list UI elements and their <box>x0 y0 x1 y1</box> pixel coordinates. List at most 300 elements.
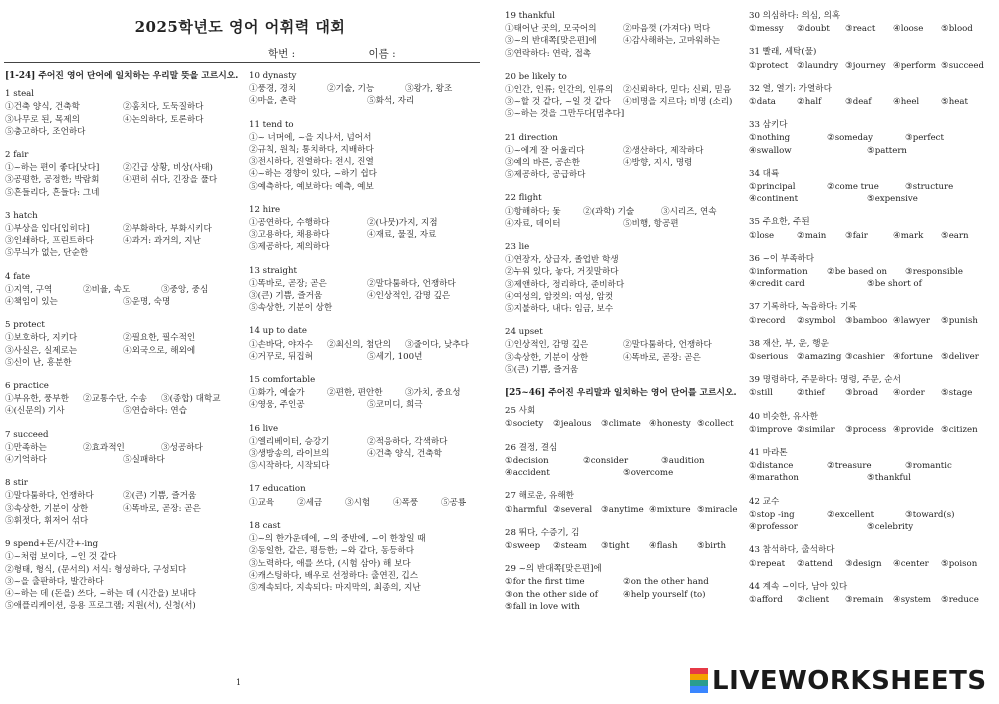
answer-option[interactable]: ②half <box>797 97 822 108</box>
answer-option[interactable]: ③cashier <box>845 352 885 363</box>
answer-option[interactable]: ①~하는 편이 좋다[낫다] <box>5 163 100 174</box>
question-heading: 9 spend+돈/시간+-ing <box>5 539 99 550</box>
answer-option[interactable]: ③노력하다, 애를 쓰다, (시험 삼아) 해 보다 <box>249 558 411 569</box>
option-row <box>249 302 489 314</box>
answer-option[interactable]: ①lose <box>749 230 775 241</box>
answer-option[interactable]: ④외국으로, 해외에 <box>123 345 196 356</box>
answer-option[interactable]: ①화가, 예술가 <box>249 388 305 399</box>
answer-option[interactable]: ③audition <box>661 455 705 466</box>
question-heading: 10 dynasty <box>249 71 297 81</box>
answer-option[interactable]: ②편한, 편안한 <box>327 388 383 399</box>
answer-option[interactable]: ②누워 있다, 놓다, 거짓말하다 <box>505 267 619 278</box>
option-row <box>505 157 743 169</box>
answer-option[interactable]: ④accident <box>505 468 550 479</box>
answer-option[interactable]: ⑤overcome <box>623 468 674 479</box>
answer-option[interactable]: ⑤시작하다, 시작되다 <box>249 461 330 472</box>
answer-option[interactable]: ④flash <box>649 540 678 551</box>
answer-option[interactable]: ④캐스팅하다, 배우로 선정하다: 출연진, 깁스 <box>249 570 419 581</box>
question <box>505 192 743 230</box>
question <box>5 271 243 309</box>
answer-option[interactable]: ②attend <box>797 558 833 569</box>
answer-option[interactable]: ②말다툼하다, 언쟁하다 <box>367 278 456 289</box>
answer-option[interactable]: ⑤reduce <box>941 594 979 605</box>
answer-option[interactable]: ②필요한, 필수적인 <box>123 333 196 344</box>
answer-option[interactable]: ③react <box>845 24 876 35</box>
answer-option[interactable]: ①~에게 잘 어울리다 <box>505 145 585 156</box>
answer-option[interactable]: ⑤miracle <box>697 504 738 515</box>
answer-option[interactable]: ③remain <box>845 594 884 605</box>
answer-option[interactable]: ⑤celebrity <box>867 522 914 533</box>
answer-option[interactable]: ⑤충고하다, 조언하다 <box>5 126 86 137</box>
option-row <box>249 582 489 594</box>
answer-option[interactable]: ④center <box>893 558 929 569</box>
answer-option[interactable]: ④폭풍 <box>393 497 419 508</box>
answer-option[interactable]: ③tight <box>601 540 630 551</box>
question-heading: 37 기록하다, 녹음하다: 기록 <box>749 302 857 313</box>
answer-option[interactable]: ①protect <box>749 60 789 71</box>
answer-option[interactable]: ④continent <box>749 194 799 205</box>
question-heading: 36 ~이 부족하다 <box>749 253 815 264</box>
answer-option[interactable]: ⑤운명, 숙명 <box>123 297 171 308</box>
answer-option[interactable]: ③시험 <box>345 497 371 508</box>
option-row <box>749 424 997 436</box>
answer-option[interactable]: ②jealous <box>553 419 592 430</box>
option-row <box>505 589 743 601</box>
answer-option[interactable]: ③broad <box>845 388 879 399</box>
answer-option[interactable]: ①still <box>749 388 773 399</box>
question <box>749 544 997 569</box>
answer-option[interactable]: ④거꾸로, 뒤집혀 <box>249 351 313 362</box>
option-row <box>5 551 243 563</box>
answer-option[interactable]: ⑤(큰) 기쁨, 즐거움 <box>505 364 579 375</box>
answer-option[interactable]: ⑤be short of <box>867 279 922 290</box>
answer-option[interactable]: ⑤blood <box>941 24 973 35</box>
question-heading: 39 명령하다, 주문하다: 명령, 주문, 순서 <box>749 375 901 386</box>
answer-option[interactable]: ③climate <box>601 419 641 430</box>
answer-option[interactable]: ④(신문의) 기사 <box>5 406 65 417</box>
answer-option[interactable]: ①똑바로, 곧장; 곧은 <box>249 278 327 289</box>
answer-option[interactable]: ②steam <box>553 540 587 551</box>
answer-option[interactable]: ④건축 양식, 건축학 <box>367 449 442 460</box>
answer-option[interactable]: ⑤화석, 자리 <box>367 96 415 107</box>
question <box>5 538 243 612</box>
answer-option[interactable]: ⑤citizen <box>941 424 978 435</box>
answer-option[interactable]: ③deaf <box>845 97 872 108</box>
question-heading: 30 의심하다: 의심, 의혹 <box>749 11 841 21</box>
option-row <box>5 588 243 600</box>
answer-option[interactable]: ④system <box>893 594 932 605</box>
answer-option[interactable]: ⑤punish <box>941 315 978 326</box>
answer-option[interactable]: ③사실은, 실제로는 <box>5 345 78 356</box>
answer-option[interactable]: ①serious <box>749 352 789 363</box>
answer-option[interactable]: ①for the first time <box>505 577 585 588</box>
answer-option[interactable]: ④loose <box>893 24 924 35</box>
answer-option[interactable]: ②적응하다, 각색하다 <box>367 436 448 447</box>
answer-option[interactable]: ①항해하다; 돛 <box>505 206 561 217</box>
question <box>505 326 743 376</box>
answer-option[interactable]: ②비율, 속도 <box>83 284 131 295</box>
answer-option[interactable]: ④방향, 지시, 명령 <box>623 158 693 169</box>
answer-option[interactable]: ①decision <box>505 455 549 466</box>
answer-option[interactable]: ②be based on <box>827 267 888 278</box>
answer-option[interactable]: ①information <box>749 267 808 278</box>
answer-option[interactable]: ④자료, 데이터 <box>505 218 561 229</box>
answer-option[interactable]: ②client <box>797 594 830 605</box>
answer-option[interactable]: ②신뢰하다, 믿다; 신뢰, 믿음 <box>623 85 732 96</box>
question <box>5 380 243 418</box>
answer-option[interactable]: ③toward(s) <box>905 509 955 520</box>
answer-option[interactable]: ②someday <box>827 133 874 144</box>
answer-option[interactable]: ①messy <box>749 24 784 35</box>
answer-option[interactable]: ⑤계속되다, 지속되다: 마지막의, 최종의, 지난 <box>249 582 421 593</box>
answer-option[interactable]: ①principal <box>749 182 796 193</box>
answer-option[interactable]: ④heel <box>893 97 920 108</box>
question-heading: 17 education <box>249 484 306 495</box>
answer-option[interactable]: ③fair <box>845 230 868 241</box>
answer-option[interactable]: ③journey <box>845 60 886 71</box>
answer-option[interactable]: ④swallow <box>749 145 792 156</box>
option-row <box>505 84 743 96</box>
question-heading: 6 practice <box>5 381 49 392</box>
question-heading: 31 빨래, 세탁(물) <box>749 47 817 58</box>
option-row <box>505 364 743 376</box>
option-row <box>749 315 997 327</box>
answer-option[interactable]: ③왕가, 왕조 <box>405 84 453 95</box>
answer-option[interactable]: ⑤연습하다: 연습 <box>123 406 188 417</box>
option-row <box>249 144 489 156</box>
question <box>5 477 243 527</box>
answer-option[interactable]: ③중앙, 중심 <box>161 284 209 295</box>
answer-option[interactable]: ③structure <box>905 182 954 193</box>
answer-option[interactable]: ①지역, 구역 <box>5 284 53 295</box>
answer-option[interactable]: ⑤속상한, 기분이 상한 <box>249 303 333 314</box>
option-row <box>5 564 243 576</box>
answer-option[interactable]: ③예의 바른, 공손한 <box>505 158 580 169</box>
answer-option[interactable]: ⑤pattern <box>867 145 907 156</box>
question-heading: 27 해로운, 유해한 <box>505 491 574 502</box>
answer-option[interactable]: ⑤신이 난, 흥분한 <box>5 357 72 368</box>
question <box>5 319 243 369</box>
answer-option[interactable]: ③공평한, 공정한; 박람회 <box>5 175 100 186</box>
option-row <box>5 223 243 235</box>
option-row <box>749 558 997 570</box>
answer-option[interactable]: ②amazing <box>797 352 842 363</box>
answer-option[interactable]: ④똑바로, 곧장: 곧은 <box>123 503 201 514</box>
answer-option[interactable]: ⑤무늬가 없는, 단순한 <box>5 248 89 259</box>
question <box>5 429 243 467</box>
answer-option[interactable]: ④기억하다 <box>5 455 47 466</box>
answer-option[interactable]: ②excellent <box>827 509 875 520</box>
answer-option[interactable]: ④재료, 물질, 자료 <box>367 230 437 241</box>
answer-option[interactable]: ④marathon <box>749 473 799 484</box>
question <box>505 563 743 613</box>
answer-option[interactable]: ①부상을 입다[입히다] <box>5 224 90 235</box>
answer-option[interactable]: ⑤earn <box>941 230 969 241</box>
answer-option[interactable]: ②thief <box>797 388 825 399</box>
answer-option[interactable]: ③성공하다 <box>161 442 203 453</box>
answer-option[interactable]: ⑤코미디, 희극 <box>367 400 423 411</box>
question-heading: 43 참석하다, 출석하다 <box>749 545 835 556</box>
question <box>249 119 489 193</box>
option-row <box>505 169 743 181</box>
answer-option[interactable]: ④provide <box>893 424 934 435</box>
answer-option[interactable]: ③시리즈, 연속 <box>661 206 717 217</box>
answer-option[interactable]: ②(나뭇)가지, 지점 <box>367 218 438 229</box>
answer-option[interactable]: ①improve <box>749 424 793 435</box>
answer-option[interactable]: ⑤지불하다, 내다: 임금, 보수 <box>505 304 614 315</box>
answer-option[interactable]: ②형태, 형식, (문서의) 서식: 형성하다, 구성되다 <box>5 564 187 575</box>
answer-option[interactable]: ④똑바로, 곧장: 곧은 <box>623 352 701 363</box>
answer-option[interactable]: ②부화하다, 부화시키다 <box>123 224 212 235</box>
answer-option[interactable]: ④fortune <box>893 352 933 363</box>
question-heading: 7 succeed <box>5 429 49 440</box>
answer-option[interactable]: ①society <box>505 419 544 430</box>
option-row <box>749 509 997 521</box>
answer-option[interactable]: ①repeat <box>749 558 786 569</box>
question <box>749 447 997 485</box>
option-row <box>5 576 243 588</box>
answer-option[interactable]: ④비명을 지르다; 비명 (소리) <box>623 97 733 108</box>
answer-option[interactable]: ⑤제공하다, 제의하다 <box>249 242 330 253</box>
answer-option[interactable]: ④order <box>893 388 925 399</box>
option-row <box>5 332 243 344</box>
answer-option[interactable]: ①record <box>749 315 786 326</box>
answer-option[interactable]: ①말다툼하다, 언쟁하다 <box>5 491 94 502</box>
answer-option[interactable]: ③~을 출판하다, 발간하다 <box>5 576 104 587</box>
answer-option[interactable]: ②main <box>797 230 827 241</box>
answer-option[interactable]: ②treasure <box>827 461 872 472</box>
answer-option[interactable]: ①sweep <box>505 540 541 551</box>
answer-option[interactable]: ⑤succeed <box>941 60 984 71</box>
option-row <box>505 352 743 364</box>
answer-option[interactable]: ④감사해하는, 고마워하는 <box>623 36 721 47</box>
answer-option[interactable]: ①손바닥, 야자수 <box>249 339 313 350</box>
column-4 <box>749 10 997 617</box>
answer-option[interactable]: ①연장자, 상급자, 졸업반 학생 <box>505 255 619 266</box>
option-row <box>505 145 743 157</box>
option-row <box>749 521 997 533</box>
option-row <box>505 35 743 47</box>
answer-option[interactable]: ⑤실패하다 <box>123 455 165 466</box>
answer-option[interactable]: ④책임이 있는 <box>5 297 58 308</box>
answer-option[interactable]: ③속상한, 기분이 상한 <box>5 503 89 514</box>
answer-option[interactable]: ④professor <box>749 522 798 533</box>
answer-option[interactable]: ②최신의, 첨단의 <box>327 339 391 350</box>
answer-option[interactable]: ①공연하다, 수행하다 <box>249 218 330 229</box>
answer-option[interactable]: ④마을, 촌락 <box>249 96 297 107</box>
option-row <box>749 60 997 72</box>
answer-option[interactable]: ②(큰) 기쁨, 즐거움 <box>123 491 197 502</box>
answer-option[interactable]: ⑤휘젓다, 휘저어 섞다 <box>5 515 89 526</box>
answer-option[interactable]: ③인쇄하다, 프린트하다 <box>5 236 94 247</box>
answer-option[interactable]: ⑤공룡 <box>441 497 467 508</box>
answer-option[interactable]: ①distance <box>749 461 794 472</box>
answer-option[interactable]: ③제앤하다, 정리하다, 준비하다 <box>505 279 625 290</box>
answer-option[interactable]: ②훔치다, 도둑질하다 <box>123 102 204 113</box>
answer-option[interactable]: ②several <box>553 504 593 515</box>
answer-option[interactable]: ①data <box>749 97 776 108</box>
answer-option[interactable]: ①~처럼 보이다, ~인 것 같다 <box>5 552 117 563</box>
answer-option[interactable]: ③(큰) 기쁨, 즐거움 <box>249 291 323 302</box>
answer-option[interactable]: ①건축 양식, 건축학 <box>5 102 80 113</box>
answer-option[interactable]: ③(종합) 대학교 <box>161 394 221 405</box>
answer-option[interactable]: ②on the other hand <box>623 577 709 588</box>
answer-option[interactable]: ③romantic <box>905 461 952 472</box>
answer-option[interactable]: ③줄이다, 낮추다 <box>405 339 469 350</box>
answer-option[interactable]: ②교통수단, 수송 <box>83 394 147 405</box>
answer-option[interactable]: ④인상적인, 감명 깊은 <box>367 291 451 302</box>
answer-option[interactable]: ②symbol <box>797 315 836 326</box>
answer-option[interactable]: ④~하는 경향이 있다, ~하기 쉽다 <box>249 169 377 180</box>
answer-option[interactable]: ③perfect <box>905 133 944 144</box>
answer-option[interactable]: ④영웅, 주인공 <box>249 400 305 411</box>
liveworksheets-logo <box>690 664 987 698</box>
answer-option[interactable]: ⑤~하는 것을 그만두다[멈추다] <box>505 109 625 120</box>
answer-option[interactable]: ①태어난 곳의, 모국어의 <box>505 24 597 35</box>
answer-option[interactable]: ③~의 반대쪽[맞은편]에 <box>505 36 597 47</box>
question-heading: 4 fate <box>5 271 31 282</box>
question-heading: 18 cast <box>249 520 281 531</box>
answer-option[interactable]: ④honesty <box>649 419 691 430</box>
answer-option[interactable]: ②긴급 상황, 비상(사태) <box>123 163 213 174</box>
question <box>749 168 997 206</box>
answer-option[interactable]: ③나무로 된, 목제의 <box>5 114 80 125</box>
answer-option[interactable]: ⑤비행, 항공편 <box>623 218 679 229</box>
option-row <box>249 387 489 399</box>
question-heading: 3 hatch <box>5 210 38 221</box>
answer-option[interactable]: ②기술, 기능 <box>327 84 375 95</box>
answer-option[interactable]: ②동일한, 같은, 평등한; ~와 같다, 동등하다 <box>249 546 415 557</box>
answer-option[interactable]: ②laundry <box>797 60 839 71</box>
question <box>5 88 243 138</box>
answer-option[interactable]: ④help yourself (to) <box>623 589 706 600</box>
answer-option[interactable]: ④과거: 과거의, 지난 <box>123 236 201 247</box>
answer-option[interactable]: ②consider <box>583 455 629 466</box>
answer-option[interactable]: ②come true <box>827 182 879 193</box>
answer-option[interactable]: ①만족하는 <box>5 442 47 453</box>
option-row <box>505 467 743 479</box>
question-heading: 15 comfortable <box>249 375 316 386</box>
answer-option[interactable]: ④~하는 데 (돈을) 쓰다, ~하는 데 (시간을) 보내다 <box>5 588 197 599</box>
option-row <box>505 339 743 351</box>
answer-option[interactable]: ⑤thankful <box>867 473 912 484</box>
answer-option[interactable]: ⑤연락하다: 연락, 접촉 <box>505 48 592 59</box>
answer-option[interactable]: ⑤제공하다, 공급하다 <box>505 170 586 181</box>
answer-option[interactable]: ②말다툼하다, 언쟁하다 <box>623 340 712 351</box>
answer-option[interactable]: ③~할 것 같다, ~일 것 같다 <box>505 97 611 108</box>
option-row <box>5 162 243 174</box>
answer-option[interactable]: ④여성의, 암컷의: 여성, 암컷 <box>505 291 614 302</box>
answer-option[interactable]: ⑤deliver <box>941 352 979 363</box>
answer-option[interactable]: ⑤fall in love with <box>505 601 580 612</box>
option-row <box>505 206 743 218</box>
answer-option[interactable]: ②마음껏 (가져다) 먹다 <box>623 24 711 35</box>
answer-option[interactable]: ①~ 너머에, ~을 지나서, 넘어서 <box>249 132 372 143</box>
answer-option[interactable]: ①인간, 인류; 인간의, 인류의 <box>505 85 614 96</box>
answer-option[interactable]: ⑤expensive <box>867 194 918 205</box>
answer-option[interactable]: ③anytime <box>601 504 644 515</box>
answer-option[interactable]: ①풍경, 경치 <box>249 84 297 95</box>
option-row <box>5 515 243 527</box>
question-heading: 26 결정, 결심 <box>505 442 558 453</box>
answer-option[interactable]: ⑤애플리케이션, 응용 프로그램; 지원(서), 신청(서) <box>5 601 196 612</box>
answer-option[interactable]: ⑤heat <box>941 97 968 108</box>
answer-option[interactable]: ④논의하다, 토론하다 <box>123 114 204 125</box>
answer-option[interactable]: ②생산하다, 제작하다 <box>623 145 704 156</box>
answer-option[interactable]: ①엘리베이터, 승강기 <box>249 436 330 447</box>
answer-option[interactable]: ②(과학) 기술 <box>583 206 635 217</box>
question-heading: 25 사회 <box>505 406 536 417</box>
answer-option[interactable]: ⑤세기, 100년 <box>367 351 423 362</box>
option-row <box>505 418 743 430</box>
answer-option[interactable]: ①부유한, 풍부한 <box>5 394 69 405</box>
answer-option[interactable]: ④mixture <box>649 504 691 515</box>
answer-option[interactable]: ③process <box>845 424 887 435</box>
answer-option[interactable]: ⑤birth <box>697 540 727 551</box>
answer-option[interactable]: ④lawyer <box>893 315 930 326</box>
answer-option[interactable]: ⑤예측하다, 예보하다: 예측, 예보 <box>249 181 374 192</box>
answer-option[interactable]: ③생방송의, 라이브의 <box>249 449 330 460</box>
option-row <box>505 504 743 516</box>
answer-option[interactable]: ③가치, 중요성 <box>405 388 461 399</box>
option-row <box>5 490 243 502</box>
answer-option[interactable]: ②doubt <box>797 24 830 35</box>
answer-option[interactable]: ③responsible <box>905 267 964 278</box>
answer-option[interactable]: ③on the other side of <box>505 589 598 600</box>
answer-option[interactable]: ②효과적인 <box>83 442 125 453</box>
title-divider <box>4 62 480 63</box>
answer-option[interactable]: ①보호하다, 지키다 <box>5 333 78 344</box>
answer-option[interactable]: ④편히 쉬다, 긴장을 풀다 <box>123 175 218 186</box>
answer-option[interactable]: ④mark <box>893 230 924 241</box>
column-3 <box>505 10 743 624</box>
answer-option[interactable]: ③전시하다, 진열하다: 전시, 진열 <box>249 157 374 168</box>
answer-option[interactable]: ①~의 한가운데에, ~의 중반에, ~이 한창일 때 <box>249 534 426 545</box>
page-title: 2025학년도 영어 어휘력 대회 <box>134 18 346 36</box>
question-heading: 24 upset <box>505 327 543 338</box>
option-row <box>505 455 743 467</box>
answer-option[interactable]: ③bamboo <box>845 315 888 326</box>
question-heading: 35 주요한, 주된 <box>749 217 810 228</box>
question <box>749 119 997 157</box>
option-row <box>505 254 743 266</box>
answer-option[interactable]: ①harmful <box>505 504 548 515</box>
option-row <box>749 96 997 108</box>
answer-option[interactable]: ⑤흔들리다, 흔들다: 그네 <box>5 187 100 198</box>
option-row <box>749 230 997 242</box>
answer-option[interactable]: ③design <box>845 558 882 569</box>
answer-option[interactable]: ④credit card <box>749 279 805 290</box>
answer-option[interactable]: ③속상한, 기분이 상한 <box>505 352 589 363</box>
answer-option[interactable]: ②규칙, 원칙; 통치하다, 지배하다 <box>249 145 374 156</box>
answer-option[interactable]: ④perform <box>893 60 937 71</box>
option-row <box>249 545 489 557</box>
answer-option[interactable]: ②similar <box>797 424 835 435</box>
answer-option[interactable]: ①인상적인, 감명 깊은 <box>505 340 589 351</box>
answer-option[interactable]: ③고용하다, 채용하다 <box>249 230 330 241</box>
answer-option[interactable]: ①afford <box>749 594 783 605</box>
question-heading: 32 열, 열기: 가열하다 <box>749 83 832 94</box>
question <box>249 265 489 315</box>
answer-option[interactable]: ⑤collect <box>697 419 734 430</box>
answer-option[interactable]: ①nothing <box>749 133 791 144</box>
answer-option[interactable]: ①stop -ing <box>749 509 795 520</box>
answer-option[interactable]: ①교육 <box>249 497 275 508</box>
answer-option[interactable]: ②세금 <box>297 497 323 508</box>
option-row <box>249 558 489 570</box>
answer-option[interactable]: ⑤stage <box>941 388 973 399</box>
answer-option[interactable]: ⑤poison <box>941 558 978 569</box>
